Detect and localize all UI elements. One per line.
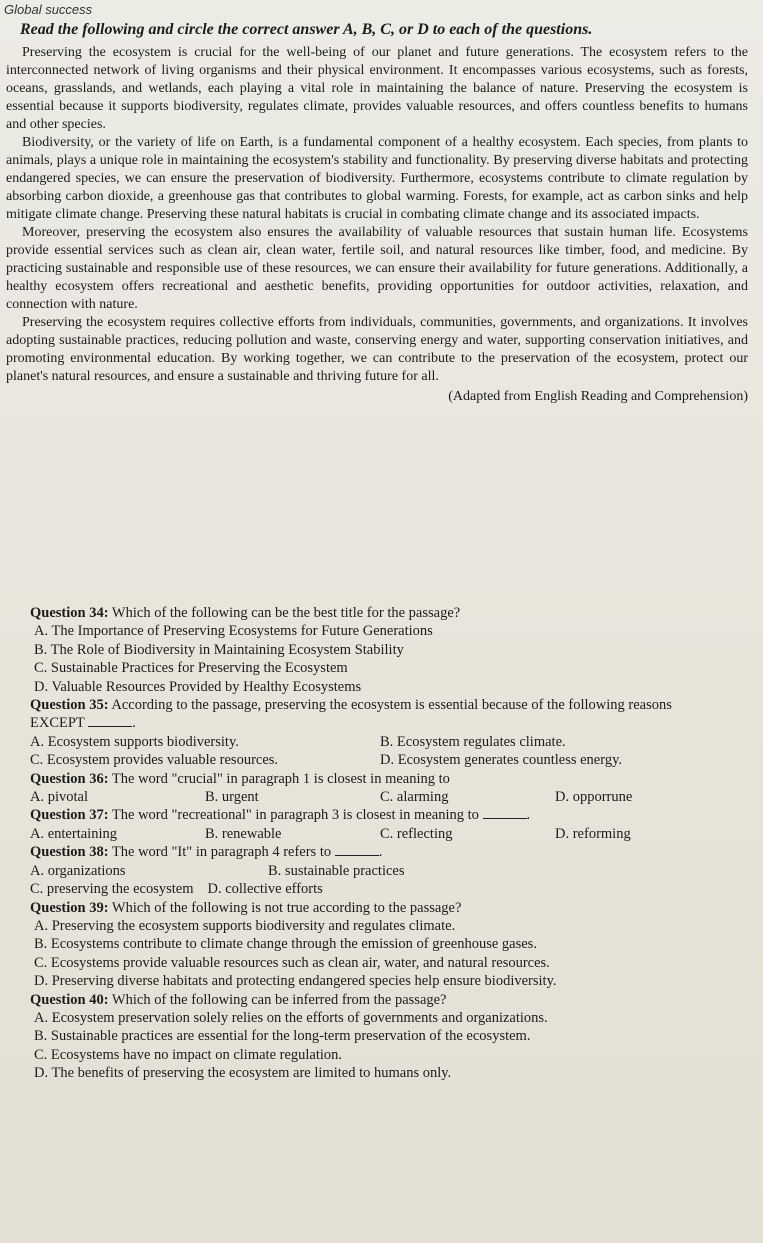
q35-option-a[interactable]: A. Ecosystem supports biodiversity. (30, 733, 239, 750)
question-number: Question 39: (30, 899, 109, 916)
q37-option-d[interactable]: D. reforming (555, 825, 631, 842)
question-39 (30, 899, 730, 917)
q36-options-row (30, 788, 730, 806)
q36-option-d[interactable]: D. opporrune (555, 789, 633, 806)
passage-paragraph-4: Preserving the ecosystem requires collective efforts from individuals, communities, governments, and organizations. It involves adopting sustainable practices, reducing pollution and waste, conserving energy and water, supporting conservation initiatives, and promoting environmental education. By working together, we can contribute to the preservation of the ecosystem, protect our planet's natural resources, and ensure a sustainable and thriving future for all. (6, 315, 748, 384)
question-text: The word "recreational" in paragraph 3 is closest in meaning to (111, 807, 479, 824)
q38-option-d[interactable]: D. collective efforts (207, 881, 323, 898)
question-40 (30, 991, 730, 1009)
question-text: According to the passage, preserving the ecosystem is essential because of the following reasons EXCEPT (30, 697, 672, 732)
q38-option-a[interactable]: A. organizations (30, 862, 126, 879)
question-number: Question 36: (30, 770, 109, 787)
question-number: Question 37: (30, 807, 109, 824)
q37-options-row (30, 825, 730, 843)
q38-options-row-2 (30, 880, 730, 898)
question-38: Question 38: The word "It" in paragraph 4 refers to . (30, 844, 383, 861)
q38-option-b[interactable]: B. sustainable practices (268, 862, 405, 879)
q38-option-c[interactable]: C. preserving the ecosystem (30, 881, 194, 898)
question-text: Which of the following is not true according to the passage? (111, 899, 462, 916)
q37-option-b[interactable]: B. renewable (205, 825, 282, 842)
q39-option-b[interactable]: B. Ecosystems contribute to climate change through the emission of greenhouse gases. (34, 936, 537, 953)
question-text: The word "It" in paragraph 4 refers to (111, 844, 332, 861)
q36-option-c[interactable]: C. alarming (380, 789, 449, 806)
question-number: Question 34: (30, 605, 109, 621)
q40-option-a[interactable]: A. Ecosystem preservation solely relies on the efforts of governments and organizations. (34, 1009, 548, 1026)
q37-option-a[interactable]: A. entertaining (30, 825, 117, 842)
passage-paragraph-1: Preserving the ecosystem is crucial for the well-being of our planet and future generations. The ecosystem refers to the interconnected network of living organisms and their physical environment. It encompasses various ecosystems, such as forests, oceans, grasslands, and wetlands, each playing a vital role in maintaining the balance of nature. Preserving the ecosystem is essential because it supports biodiversity, regulates climate, provides valuable resources, and offers countless benefits to humans and other species. (6, 45, 748, 132)
q36-option-a[interactable]: A. pivotal (30, 789, 88, 806)
q34-option-d[interactable]: D. Valuable Resources Provided by Healthy Ecosystems (34, 678, 362, 695)
q38-options-row-1 (30, 862, 730, 880)
header-label: Global success (4, 2, 93, 17)
passage-paragraph-3: Moreover, preserving the ecosystem also ensures the availability of valuable resources that sustain human life. Ecosystems provide essential services such as clean air, clean water, fertile soil, and natural resources like timber, food, and medicine. By practicing sustainable and responsible use of these resources, we can ensure their availability for future generations. Additionally, a healthy ecosystem offers recreational and aesthetic benefits, providing opportunities for outdoor activities, relaxation, and connection with nature. (6, 225, 748, 312)
q39-option-c[interactable]: C. Ecosystems provide valuable resources such as clean air, water, and natural resources. (34, 954, 550, 971)
question-number: Question 38: (30, 844, 109, 861)
question-35: Question 35: According to the passage, preserving the ecosystem is essential because of the following reasons EXCEPT . (30, 697, 672, 732)
q39-option-a[interactable]: A. Preserving the ecosystem supports biodiversity and regulates climate. (34, 917, 456, 934)
passage-credit: (Adapted from English Reading and Comprehension) (448, 389, 748, 404)
q40-option-d[interactable]: D. The benefits of preserving the ecosystem are limited to humans only. (34, 1065, 452, 1082)
q35-option-b[interactable]: B. Ecosystem regulates climate. (380, 733, 566, 750)
q35-options-row-1 (30, 733, 730, 751)
q40-option-b[interactable]: B. Sustainable practices are essential for the long-term preservation of the ecosystem. (34, 1028, 531, 1045)
q36-option-b[interactable]: B. urgent (205, 789, 259, 806)
q37-option-c[interactable]: C. reflecting (380, 825, 453, 842)
q35-option-c[interactable]: C. Ecosystem provides valuable resources. (30, 752, 279, 769)
q34-option-b[interactable]: B. The Role of Biodiversity in Maintaining Ecosystem Stability (34, 641, 404, 658)
passage-paragraph-2: Biodiversity, or the variety of life on Earth, is a fundamental component of a healthy ecosystem. Each species, from plants to animals, plays a unique role in maintaining the ecosystem's stability and functionality. By preserving diverse habitats and protecting endangered species, we can ensure the preservation of biodiversity. Furthermore, ecosystems contribute to climate regulation by absorbing carbon dioxide, a greenhouse gas that contributes to global warming. Forests, for example, act as carbon sinks and help mitigate climate change. Preserving these natural habitats is crucial in combating climate change and its associated impacts. (6, 135, 748, 222)
reading-passage (6, 44, 748, 406)
questions-section (30, 604, 730, 1083)
question-text: Which of the following can be the best title for the passage? (111, 605, 461, 621)
question-number: Question 40: (30, 991, 109, 1008)
q35-option-d[interactable]: D. Ecosystem generates countless energy. (380, 752, 622, 769)
instruction: Read the following and circle the correct answer A, B, C, or D to each of the questions. (20, 21, 593, 38)
question-number: Question 35: (30, 697, 109, 714)
q39-option-d[interactable]: D. Preserving diverse habitats and protecting endangered species help ensure biodiversity. (34, 973, 557, 990)
question-34 (30, 604, 730, 622)
q34-option-c[interactable]: C. Sustainable Practices for Preserving the Ecosystem (34, 660, 348, 677)
question-36 (30, 770, 730, 788)
question-text: Which of the following can be inferred from the passage? (111, 991, 447, 1008)
answer-blank (88, 714, 132, 727)
answer-blank (335, 843, 379, 856)
question-text: The word "crucial" in paragraph 1 is closest in meaning to (111, 770, 450, 787)
q34-option-a[interactable]: A. The Importance of Preserving Ecosystems for Future Generations (34, 623, 433, 640)
q40-option-c[interactable]: C. Ecosystems have no impact on climate regulation. (34, 1046, 343, 1063)
answer-blank (483, 806, 527, 819)
q35-options-row-2 (30, 751, 730, 769)
question-37: Question 37: The word "recreational" in paragraph 3 is closest in meaning to . (30, 807, 531, 824)
